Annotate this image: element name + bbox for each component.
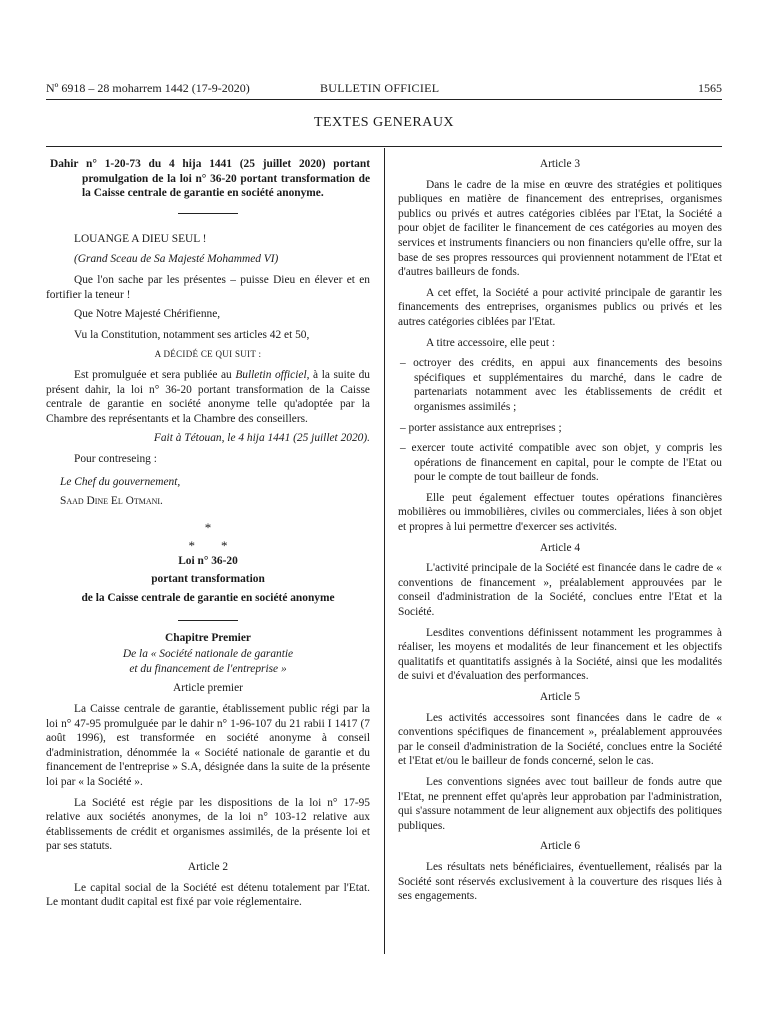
preamble-constitution: Vu la Constitution, notamment ses articles 42 et 50, [74,328,310,341]
right-column [398,157,722,904]
page-number: 1565 [698,81,722,95]
article-3-list-item: – exercer toute activité compatible avec son objet, y compris les opérations de financement en capital, pour le compte de l'Etat ou pour le compte de tout bailleur de fonds. [400,442,722,484]
article-premier-heading: Article premier [173,682,243,695]
louange: LOUANGE A DIEU SEUL ! [74,232,207,245]
article-2-p1: Le capital social de la Société est détenu totalement par l'Etat. Le montant dudit capital est fixé par voie réglementaire. [46,881,370,909]
preamble-majeste: Que Notre Majesté Chérifienne, [74,308,221,321]
signataire: Saad Dine El Otmani. [60,495,163,508]
left-column [46,157,370,910]
contreseing: Pour contreseing : [74,452,157,465]
promulgation-paragraph [46,368,370,426]
top-rule [46,146,722,147]
preamble-sache: Que l'on sache par les présentes – puisse Dieu en élever et en fortifier la teneur ! [46,273,370,301]
title-rule [178,213,238,214]
grand-sceau: (Grand Sceau de Sa Majesté Mohammed VI) [74,253,279,266]
article-3-p3: A titre accessoire, elle peut : [426,336,556,349]
bulletin-officiel-ref: Bulletin officiel [235,368,307,381]
article-3-p1: Dans le cadre de la mise en œuvre des stratégies et politiques publiques en matière de financement des entreprises, organismes publics ou privés et autres catégories ciblées par l'Etat, la Société a pour objet de faciliter le financement de ces catégories au moyen des services et instruments financiers ou non financiers qu'elle offre, sur la base de ses propres ressources qui proviennent notamment de l'Etat et d'autres bailleurs de fonds. [398,178,722,279]
article-3-list-item: – porter assistance aux entreprises ; [400,421,562,434]
promulgation-text-2: , à la suite du présent dahir, la loi n° 36-20 portant transformation de la Caisse centrale de garantie en société anonyme telle qu'adoptée par la Chambre des représentants et la Chambre des conseillers. [46,368,370,425]
chapter-subtitle-1: De la « Société nationale de garantie [122,648,294,661]
loi-title-line-1: portant transformation [151,573,265,586]
article-4-p2: Lesdites conventions définissent notamment les programmes à réaliser, les moyens et modalités de leur financement et les objectifs qualitatifs et quantitatifs assignés à la Société, ainsi que les modalités de suivi et d'évaluation des performances. [398,626,722,683]
loi-number: Loi n° 36-20 [178,554,238,567]
article-premier-p1: La Caisse centrale de garantie, établissement public régi par la loi n° 47-95 promulguée par le dahir n° 1-96-107 du 21 rabii I 1417 (7 août 1996), est transformée en société anonyme à conseil d'administration, dénommée la « Société nationale de garantie et du financement de l'entreprise » S.A, désignée dans la suite de la présente loi par « la Société ». [46,703,370,788]
column-separator [384,148,385,954]
chapter-heading: Chapitre Premier [165,631,251,644]
article-3-p4: Elle peut également effectuer toutes opérations financières mobilières ou immobilières, civiles ou commerciales, liées à son objet et propres à lui permettre d'exercer ses activités. [398,491,722,534]
article-6-p1: Les résultats nets bénéficiaires, éventuellement, réalisés par la Société sont réservés exclusivement à la couverture des risques liés à ses engagements. [398,860,722,903]
article-4-p1: L'activité principale de la Société est financée dans le cadre de « conventions de financement », préalablement approuvées par le conseil d'administration de la Société, conclues entre l'Etat et la Société. [398,562,722,619]
article-premier-p2: La Société est régie par les dispositions de la loi n° 17-95 relative aux sociétés anonymes, de la loi n° 103-12 relative aux établissements de crédit et organismes assimilés, de la présente loi et par ses statuts. [46,796,370,853]
article-5-heading: Article 5 [539,691,581,703]
bulletin-title: BULLETIN OFFICIEL [320,81,440,95]
loi-title-line-2: de la Caisse centrale de garantie en société anonyme [81,592,335,605]
article-5-p1: Les activités accessoires sont financées dans le cadre de « conventions spécifiques de financement », préalablement approuvées par le conseil d'administration de la Société, conclues entre la Société et l'Etat et/ou le bailleur de fonds concerné, selon le cas. [398,711,722,768]
issue-number: Nº 6918 – 28 moharrem 1442 (17-9-2020) [46,81,250,95]
article-6-heading: Article 6 [539,840,581,853]
decide: A DÉCIDÉ CE QUI SUIT : [154,349,262,360]
page-header [46,81,722,100]
star-separator: * [204,519,212,535]
stars-separator: * * [188,538,228,554]
chapter-rule [178,620,238,621]
fait-a: Fait à Tétouan, le 4 hija 1441 (25 juillet 2020). [153,432,370,445]
section-title: TEXTES GENERAUX [313,115,455,130]
chef-gouvernement: Le Chef du gouvernement, [60,475,181,488]
article-2-heading: Article 2 [187,860,229,873]
article-3-heading: Article 3 [539,158,581,170]
article-3-p2: A cet effet, la Société a pour activité principale de garantir les financements des entreprises, organismes publics ou privés et les autres catégories ciblées par l'Etat. [398,286,722,328]
chapter-subtitle-2: et du financement de l'entreprise » [129,662,287,675]
article-3-list-item: – octroyer des crédits, en appui aux financements des besoins spécifiques et supplémentaires du marché, dans le cadre de partenariats notamment avec les établissements de crédit et organismes assimilés ; [400,357,722,413]
dahir-title: Dahir n° 1-20-73 du 4 hija 1441 (25 juillet 2020) portant promulgation de la loi n° 36-20 portant transformation de la Caisse centrale de garantie en société anonyme. [50,158,370,200]
promulgation-text-1: Est promulguée et sera publiée au [74,368,236,381]
article-4-heading: Article 4 [539,541,581,554]
article-5-p2: Les conventions signées avec tout bailleur de fonds autre que l'Etat, ne prennent effet qu'après leur approbation par l'administration, qui s'assure notamment de leur alignement aux objectifs des politiques publiques. [398,775,722,832]
